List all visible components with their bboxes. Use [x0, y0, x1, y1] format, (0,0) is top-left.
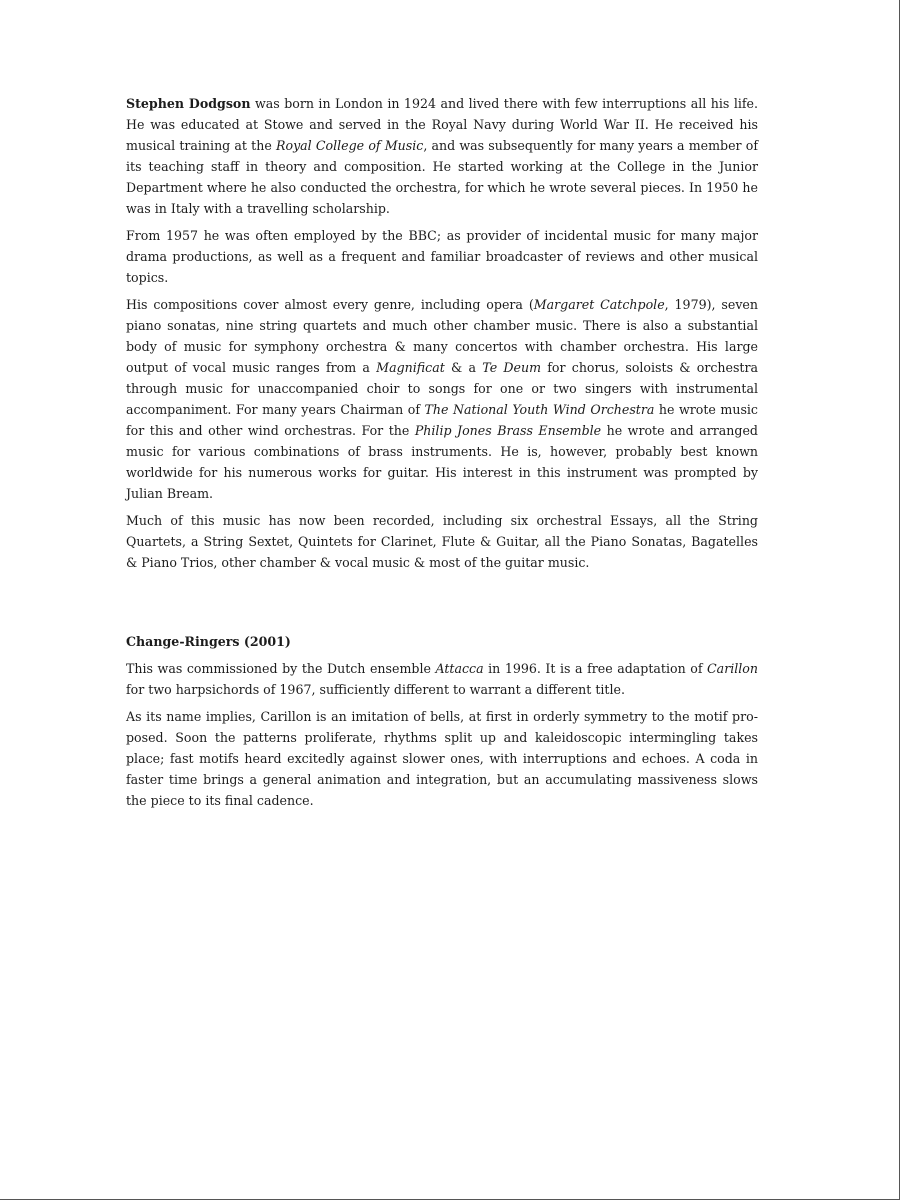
bio-paragraph-2	[126, 225, 758, 288]
italic-text-run: Margaret Catchpole	[533, 297, 665, 312]
text-run: he wrote music for this and other wind orchestras. For the	[126, 402, 758, 438]
bold-text-run: Stephen Dodgson	[126, 96, 251, 111]
document-page	[126, 93, 758, 817]
italic-text-run: The National Youth Wind Orchestra	[424, 402, 655, 417]
italic-text-run: Te Deum	[482, 360, 542, 375]
text-run: Much of this music has now been recorded, including six orchestral Essays, all the String Quartets, a String Sextet, Quintets for Clarinet, Flute & Guitar, all the Piano Sonatas, Bagatelles & Piano Trios, other chamber & vocal music & most of the guitar music.	[126, 513, 758, 570]
text-run: As its name implies, Carillon is an imitation of bells, at first in orderly symmetry to the motif proposed. Soon the patterns proliferate, rhythms split up and kaleidoscopic intermingling takes place; fast motifs heard excitedly against slower ones, with interruptions and echoes. A coda in faster time brings a general animation and integration, but an accumulating massiveness slows the piece to its final cadence.	[126, 709, 758, 808]
italic-text-run: Carillon	[707, 661, 758, 676]
bio-paragraph-3	[126, 294, 758, 504]
work-paragraph-1	[126, 658, 758, 700]
text-run: , 1979), seven piano sonatas, nine string quartets and much other chamber music. There is also a substantial body of music for symphony orchestra & many concertos with chamber orchestra. His large output of vocal music ranges from a	[126, 297, 758, 375]
text-run: for two harpsichords of 1967, sufficiently different to warrant a different title.	[126, 682, 625, 697]
text-run: he wrote and arranged music for various combinations of brass instruments. He is, however, probably best known worldwide for his numerous works for guitar. His interest in this instrument was prompted by Julian Bream.	[126, 423, 758, 501]
text-run: This was commissioned by the Dutch ensemble	[126, 661, 436, 676]
text-run: His compositions cover almost every genre, including opera (	[126, 297, 534, 312]
text-run: in 1996. It is a free adaptation of	[483, 661, 708, 676]
work-heading: Change-Ringers (2001)	[126, 634, 291, 649]
italic-text-run: Attacca	[435, 661, 484, 676]
text-run: , and was subsequently for many years a member of its teaching staff in theory and composition. He started working at the College in the Junior Department where he also conducted the orchestra, for which he wrote several pieces. In 1950 he was in Italy with a travelling scholarship.	[126, 138, 759, 216]
italic-text-run: Royal College of Music	[276, 138, 424, 153]
text-run: for chorus, soloists & orchestra through music for unaccompanied choir to songs for one or two singers with instrumental accompaniment. For many years Chairman of	[126, 360, 759, 417]
italic-text-run: Philip Jones Brass Ensemble	[414, 423, 602, 438]
section-spacer	[126, 579, 758, 631]
work-paragraph-2	[126, 706, 758, 811]
bio-paragraph-1	[126, 93, 758, 219]
text-run: was born in London in 1924 and lived there with few interruptions all his life. He was educated at Stowe and served in the Royal Navy during World War II. He received his musical training at the	[126, 96, 758, 153]
text-run: & a	[444, 360, 483, 375]
text-run: From 1957 he was often employed by the BBC; as provider of incidental music for many major drama productions, as well as a frequent and familiar broadcaster of reviews and other musical topics.	[126, 228, 758, 285]
bio-paragraph-4	[126, 510, 758, 573]
italic-text-run: Magnificat	[376, 360, 445, 375]
